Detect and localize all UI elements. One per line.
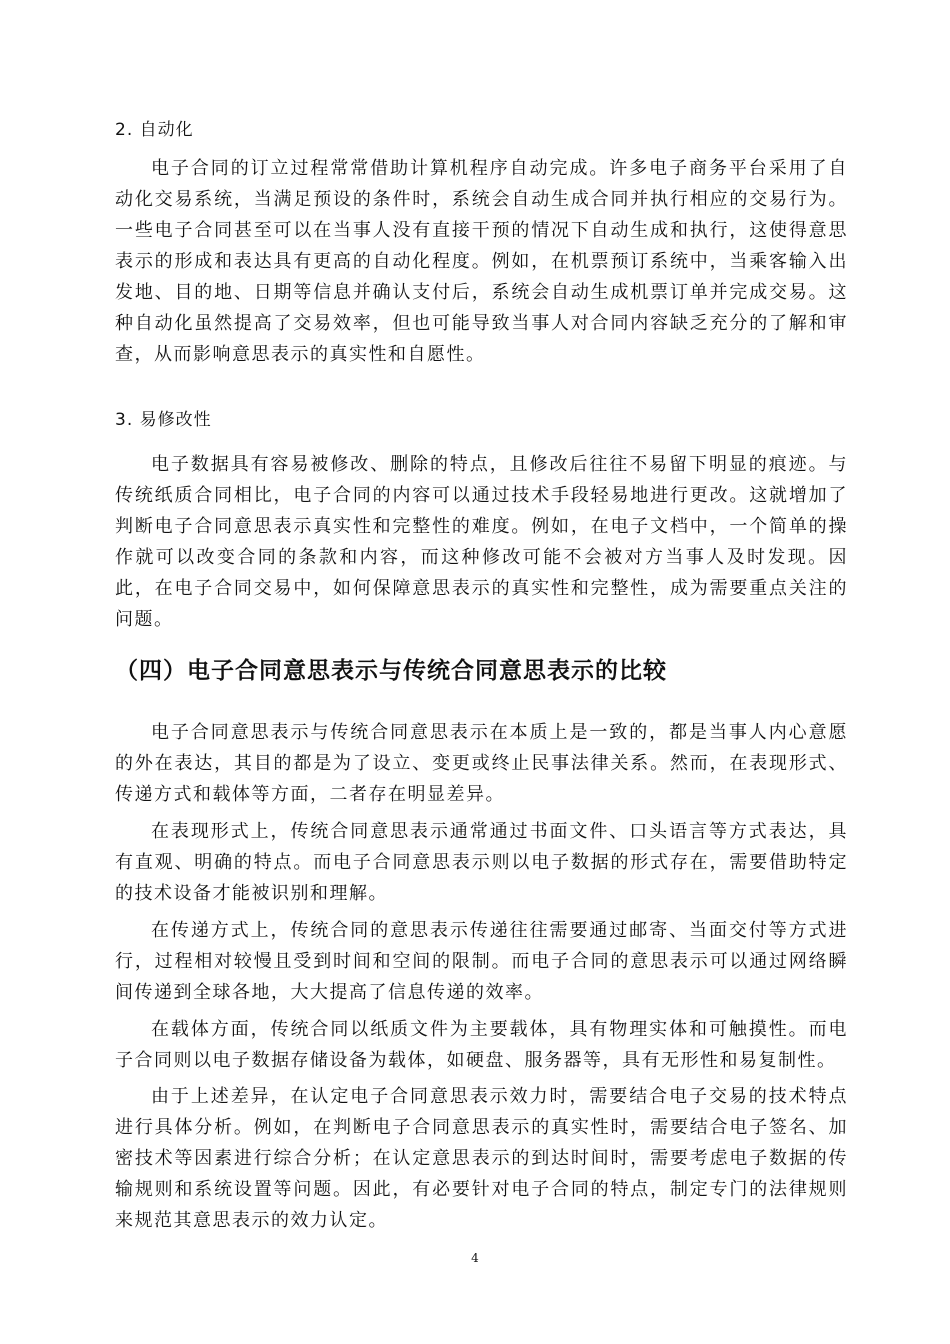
- section-heading-modifiability: 3. 易修改性: [115, 410, 212, 430]
- paragraph-comparison-transmission: 在传递方式上，传统合同的意思表示传递往往需要通过邮寄、当面交付等方式进行，过程相对较慢且受到时间和空间的限制。而电子合同的意思表示可以通过网络瞬间传递到全球各地，大大提高了信息传递的效率。: [115, 920, 848, 1003]
- paragraph-comparison-form: 在表现形式上，传统合同意思表示通常通过书面文件、口头语言等方式表达，具有直观、明确的特点。而电子合同意思表示则以电子数据的形式存在，需要借助特定的技术设备才能被识别和理解。: [115, 821, 848, 904]
- page-number: 4: [471, 1251, 479, 1265]
- paragraph-comparison-intro: 电子合同意思表示与传统合同意思表示在本质上是一致的，都是当事人内心意愿的外在表达，其目的都是为了设立、变更或终止民事法律关系。然而，在表现形式、传递方式和载体等方面，二者存在明显差异。: [115, 722, 848, 805]
- section-heading-automation: 2. 自动化: [115, 120, 194, 140]
- paragraph-comparison-conclusion: 由于上述差异，在认定电子合同意思表示效力时，需要结合电子交易的技术特点进行具体分析。例如，在判断电子合同意思表示的真实性时，需要结合电子签名、加密技术等因素进行综合分析；在认定意思表示的到达时间时，需要考虑电子数据的传输规则和系统设置等问题。因此，有必要针对电子合同的特点，制定专门的法律规则来规范其意思表示的效力认定。: [115, 1086, 848, 1231]
- paragraph-automation: 电子合同的订立过程常常借助计算机程序自动完成。许多电子商务平台采用了自动化交易系统，当满足预设的条件时，系统会自动生成合同并执行相应的交易行为。一些电子合同甚至可以在当事人没有直接干预的情况下自动生成和执行，这使得意思表示的形成和表达具有更高的自动化程度。例如，在机票预订系统中，当乘客输入出发地、目的地、日期等信息并确认支付后，系统会自动生成机票订单并完成交易。这种自动化虽然提高了交易效率，但也可能导致当事人对合同内容缺乏充分的了解和审查，从而影响意思表示的真实性和自愿性。: [115, 158, 848, 365]
- chapter-heading-comparison: （四）电子合同意思表示与传统合同意思表示的比较: [115, 658, 667, 684]
- paragraph-comparison-carrier: 在载体方面，传统合同以纸质文件为主要载体，具有物理实体和可触摸性。而电子合同则以电子数据存储设备为载体，如硬盘、服务器等，具有无形性和易复制性。: [115, 1019, 848, 1071]
- paragraph-modifiability: 电子数据具有容易被修改、删除的特点，且修改后往往不易留下明显的痕迹。与传统纸质合同相比，电子合同的内容可以通过技术手段轻易地进行更改。这就增加了判断电子合同意思表示真实性和完整性的难度。例如，在电子文档中，一个简单的操作就可以改变合同的条款和内容，而这种修改可能不会被对方当事人及时发现。因此，在电子合同交易中，如何保障意思表示的真实性和完整性，成为需要重点关注的问题。: [115, 454, 848, 630]
